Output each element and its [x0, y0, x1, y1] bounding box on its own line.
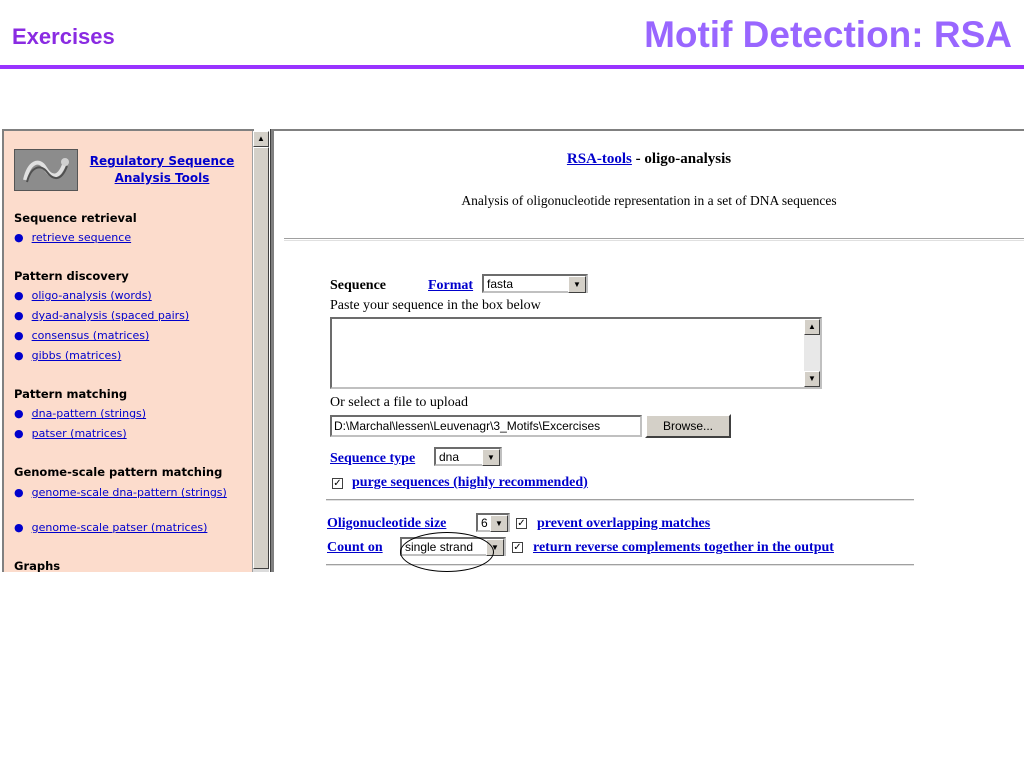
sequence-textarea[interactable]	[330, 317, 822, 389]
textarea-scrollbar[interactable]	[804, 319, 820, 387]
nav-item-oligo-analysis[interactable]: ● oligo-analysis (words)	[14, 289, 152, 302]
nav-item-patser[interactable]: ● patser (matrices)	[14, 427, 127, 440]
count-on-select[interactable]: single strand ▼	[400, 537, 506, 556]
count-on-link[interactable]: Count on	[327, 540, 383, 555]
navigation-scrollbar[interactable]	[252, 131, 269, 572]
reverse-complements-checkbox[interactable]: ✓	[513, 542, 522, 553]
sequence-label: Sequence	[330, 278, 386, 293]
rsa-tools-link[interactable]: RSA-tools	[566, 151, 632, 167]
oligo-size-select[interactable]: 6 ▼	[476, 513, 510, 532]
slide-title: Motif Detection: RSA	[644, 14, 1012, 55]
reverse-complements-link[interactable]: return reverse complements together in the output	[533, 540, 834, 555]
rsat-home-link[interactable]: Regulatory Sequence Analysis Tools	[89, 154, 235, 185]
nav-item-dyad-analysis[interactable]: ● dyad-analysis (spaced pairs)	[14, 309, 190, 322]
slide-section-title: Exercises	[12, 24, 115, 49]
section-pattern-matching: Pattern matching	[14, 387, 128, 401]
section-pattern-discovery: Pattern discovery	[14, 269, 129, 283]
chevron-down-icon: ▼	[482, 449, 500, 466]
file-path-input[interactable]: D:\Marchal\lessen\Leuvenagr\3_Motifs\Excercises	[330, 415, 642, 437]
browse-button[interactable]: Browse...	[645, 414, 731, 438]
divider	[326, 499, 914, 501]
nav-item-retrieve-sequence[interactable]: ● retrieve sequence	[14, 231, 132, 244]
prevent-overlap-checkbox[interactable]: ✓	[517, 518, 526, 529]
section-sequence-retrieval: Sequence retrieval	[14, 211, 137, 225]
chevron-down-icon: ▼	[568, 276, 586, 293]
navigation-frame	[2, 129, 254, 572]
divider	[326, 564, 914, 566]
paste-hint: Paste your sequence in the box below	[330, 298, 541, 313]
nav-item-gibbs[interactable]: ● gibbs (matrices)	[14, 349, 122, 362]
section-genome-scale: Genome-scale pattern matching	[14, 465, 223, 479]
scroll-up-arrow-icon[interactable]: ▲	[253, 131, 269, 147]
purge-checkbox[interactable]: ✓	[333, 478, 342, 489]
chevron-down-icon: ▼	[490, 515, 508, 532]
upload-hint: Or select a file to upload	[330, 395, 469, 410]
page-subtitle: Analysis of oligonucleotide representation in a set of DNA sequences	[461, 193, 837, 208]
prevent-overlap-link[interactable]: prevent overlapping matches	[537, 516, 711, 531]
divider	[284, 238, 1024, 241]
nav-item-genome-patser[interactable]: ● genome-scale patser (matrices)	[14, 521, 208, 534]
nav-item-consensus[interactable]: ● consensus (matrices)	[14, 329, 150, 342]
page-heading: RSA-tools - oligo-analysis	[566, 151, 732, 167]
format-link[interactable]: Format	[428, 278, 474, 293]
rsat-logo-icon[interactable]	[14, 149, 78, 191]
scroll-down-arrow-icon[interactable]: ▼	[804, 371, 820, 387]
nav-item-genome-dna-pattern[interactable]: ● genome-scale dna-pattern (strings)	[14, 486, 227, 499]
browser-screenshot	[0, 129, 1024, 572]
scroll-up-arrow-icon[interactable]: ▲	[804, 319, 820, 335]
sequence-type-link[interactable]: Sequence type	[330, 451, 416, 466]
purge-sequences-link[interactable]: purge sequences (highly recommended)	[352, 475, 588, 490]
nav-item-dna-pattern[interactable]: ● dna-pattern (strings)	[14, 407, 147, 420]
oligo-size-link[interactable]: Oligonucleotide size	[327, 516, 447, 531]
tool-name: oligo-analysis	[644, 151, 732, 167]
section-graphs: Graphs	[14, 559, 61, 572]
title-divider	[0, 65, 1024, 69]
chevron-down-icon: ▼	[486, 539, 504, 556]
sequence-type-select[interactable]: dna ▼	[434, 447, 502, 466]
format-select[interactable]: fasta ▼	[482, 274, 588, 293]
scrollbar-thumb[interactable]	[253, 147, 269, 569]
content-frame	[274, 129, 1024, 572]
